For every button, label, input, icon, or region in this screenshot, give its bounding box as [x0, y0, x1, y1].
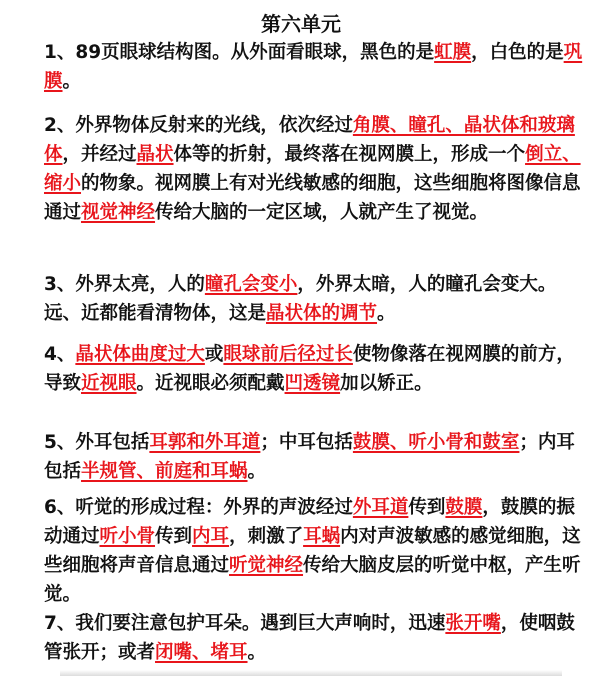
answer-text: 近视眼 [81, 373, 137, 394]
answer-text: 内耳 [192, 526, 230, 547]
answer-text: 张开嘴 [445, 613, 501, 634]
statement-text: 或 [204, 344, 224, 365]
answer-text: 视觉神经 [81, 202, 156, 223]
statement-text: 的物象。视网膜上有对光线敏感的细胞，这些细胞将图像信息通过 [44, 173, 581, 223]
statement-text: 7、我们要注意包护耳朵。遇到巨大声响时，迅速 [44, 613, 446, 634]
answer-text: 耳郭和外耳道 [149, 432, 261, 453]
statement-text: 3、外界太亮，人的 [44, 274, 205, 295]
answer-text: 角膜、瞳孔、晶状体和玻璃体 [44, 115, 575, 165]
answer-text: 鼓膜、听小骨和鼓室 [352, 432, 520, 453]
answer-text: 巩膜 [44, 42, 583, 92]
page-title: 第六单元 [261, 12, 341, 36]
statement-text: ，使咽鼓管张开；或者 [44, 613, 575, 663]
statement-text: ，外界太暗，人的瞳孔会变大。远、近都能看清物体，这是 [44, 274, 557, 324]
statement-text: 内对声波敏感的感觉细胞，这些细胞将声音信息通过 [44, 526, 581, 576]
answer-text: 外耳道 [352, 497, 409, 518]
statement-text: 2、外界物体反射来的光线，依次经过 [44, 115, 353, 136]
statement-text: 。 [62, 71, 82, 92]
answer-text: 凹透镜 [284, 373, 341, 394]
statement-text: 。近视眼必须配戴 [136, 373, 285, 394]
item-3 [44, 270, 584, 328]
statement-text: 传到 [408, 497, 446, 518]
statement-text: ，白色的是 [471, 42, 564, 63]
statement-text: ；内耳包括 [44, 432, 575, 482]
answer-text: 听小骨 [99, 526, 156, 547]
answer-text: 耳蜗 [303, 526, 341, 547]
answer-text: 虹膜 [434, 42, 472, 63]
answer-text: 晶状体的调节 [266, 303, 378, 324]
statement-text: 。 [247, 642, 267, 663]
answer-text: 半规管、前庭和耳蜗 [81, 461, 248, 482]
item-2 [44, 111, 584, 227]
statement-text: 体等的折射，最终落在视网膜上，形成一个 [173, 144, 526, 165]
statement-text: 使物像落在视网膜的前方，导致 [44, 344, 575, 394]
statement-text: 6、听觉的形成过程：外界的声波经过 [44, 497, 353, 518]
statement-text: 加以矫正。 [340, 373, 433, 394]
statement-text: ，并经过 [62, 144, 137, 165]
item-7 [44, 609, 584, 667]
page-edge [60, 670, 562, 676]
statement-text: 。 [247, 461, 267, 482]
answer-text: 倒立、缩小 [44, 144, 581, 194]
statement-text: 传给大脑的一定区域，人就产生了视觉。 [155, 202, 489, 223]
statement-text: ；中耳包括 [260, 432, 353, 453]
statement-text: 传给大脑皮层的听觉中枢，产生听觉。 [44, 555, 581, 605]
answer-text: 眼球前后径过长 [223, 344, 353, 365]
answer-text: 听觉神经 [229, 555, 304, 576]
item-1 [44, 38, 584, 96]
answer-text: 晶状 [136, 144, 174, 165]
statement-text: 1、89页眼球结构图。从外面看眼球，黑色的是 [44, 42, 435, 63]
statement-text: 。 [377, 303, 396, 324]
answer-text: 鼓膜 [445, 497, 483, 518]
answer-text: 闭嘴、堵耳 [155, 642, 248, 663]
statement-text: 传到 [155, 526, 193, 547]
statement-text: ，鼓膜的振动通过 [44, 497, 575, 547]
statement-text: 5、外耳包括 [44, 432, 150, 453]
answer-text: 瞳孔会变小 [204, 274, 298, 295]
item-5 [44, 428, 584, 486]
statement-text: 4、 [44, 344, 76, 365]
answer-text: 晶状体曲度过大 [75, 344, 205, 365]
item-4 [44, 340, 584, 398]
statement-text: ，刺激了 [229, 526, 304, 547]
item-6 [44, 493, 584, 609]
